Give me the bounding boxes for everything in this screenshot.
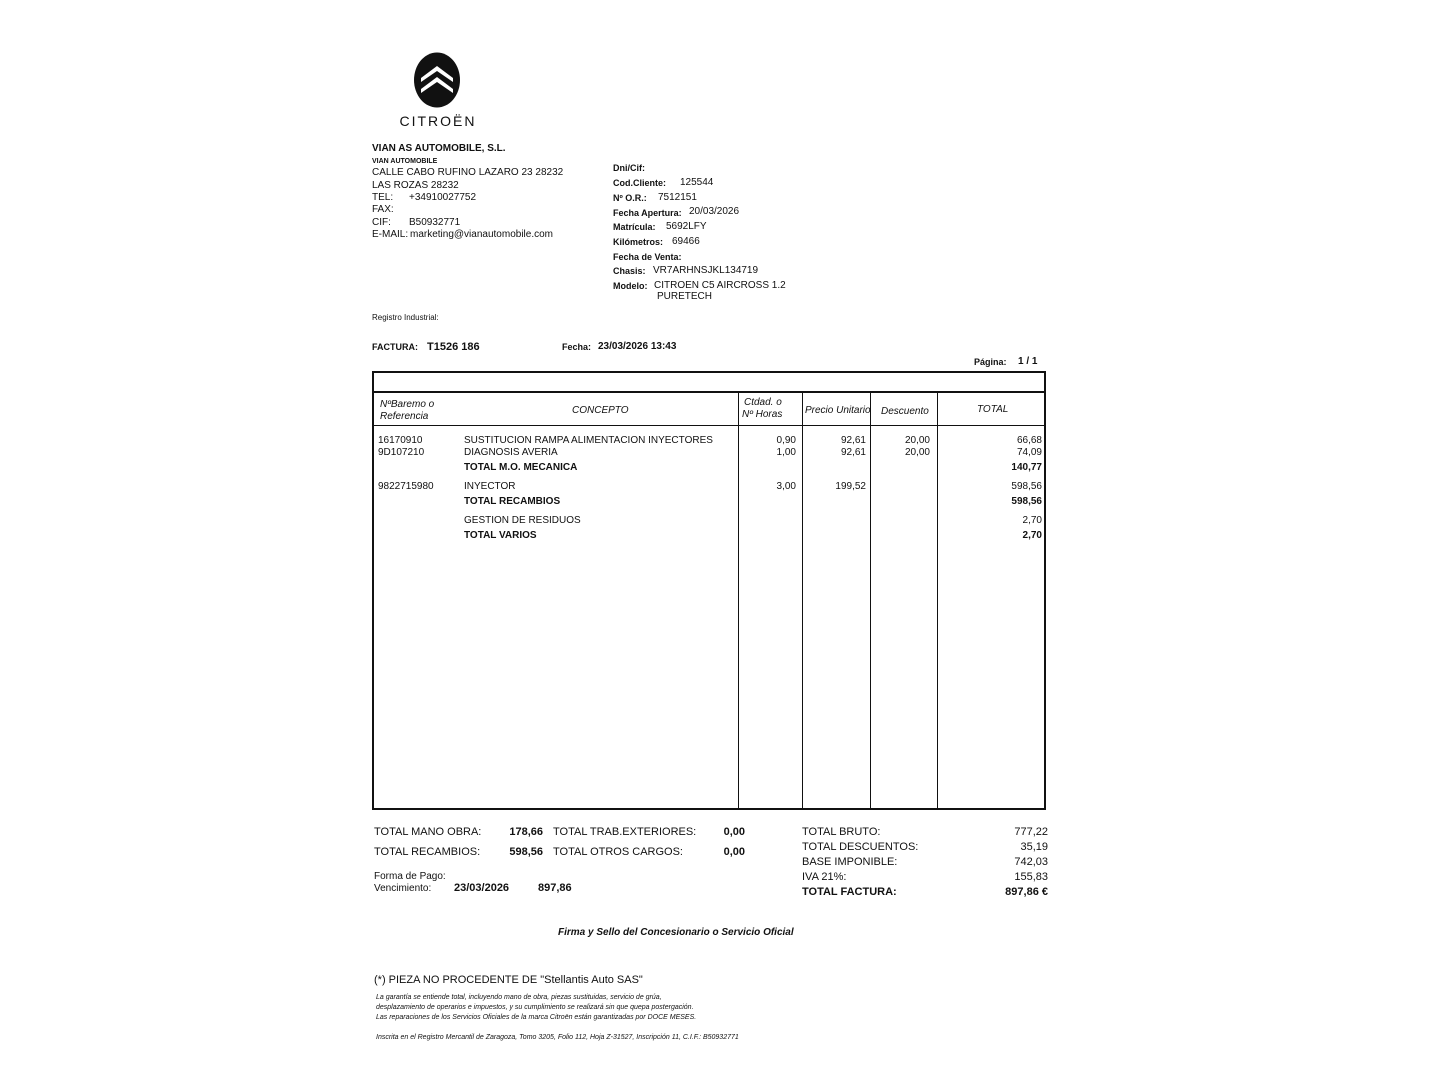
base-imponible-value: 742,03 xyxy=(1014,856,1048,868)
brand-wordmark: CITROËN xyxy=(399,113,477,129)
iva-label: IVA 21%: xyxy=(802,871,847,883)
pagina-label: Página: xyxy=(974,357,1007,367)
cod-cliente-value: 125544 xyxy=(680,177,714,188)
company-tel: +34910027752 xyxy=(409,192,477,203)
row-total: 74,09 xyxy=(1016,447,1042,458)
total-mano-obra-label: TOTAL MANO OBRA: xyxy=(374,826,482,838)
fecha-apertura-value: 20/03/2026 xyxy=(689,206,740,217)
table-row xyxy=(374,529,1044,542)
row-concepto: TOTAL RECAMBIOS xyxy=(464,496,561,507)
vencimiento-label: Vencimiento: xyxy=(374,883,432,894)
row-precio: 92,61 xyxy=(840,435,866,446)
or-value: 7512151 xyxy=(658,192,697,203)
company-address2: LAS ROZAS 28232 xyxy=(372,180,459,191)
table-header-row xyxy=(374,393,1044,426)
iva-value: 155,83 xyxy=(1014,871,1048,883)
total-bruto-value: 777,22 xyxy=(1014,826,1048,838)
table-row xyxy=(374,514,1044,527)
table-row xyxy=(374,446,1044,459)
base-imponible-label: BASE IMPONIBLE: xyxy=(802,856,898,868)
garantia-line1: La garantía se entiende total, incluyendo mano de obra, piezas sustituidas, servicio de grúa, xyxy=(376,994,662,1001)
modelo-value-line2: PURETECH xyxy=(657,291,713,302)
fecha-value: 23/03/2026 13:43 xyxy=(598,341,677,352)
citroen-logo-icon xyxy=(412,51,462,109)
vencimiento-importe: 897,86 xyxy=(538,882,572,894)
matricula-label: Matrícula: xyxy=(613,222,656,232)
company-cif: B50932771 xyxy=(409,217,461,228)
row-total: 2,70 xyxy=(1022,530,1042,541)
chasis-value: VR7ARHNSJKL134719 xyxy=(653,265,759,276)
garantia-line3: Las reparaciones de los Servicios Oficiales de la marca Citroën están garantizadas por DOCE MESES. xyxy=(376,1014,697,1021)
row-descuento: 20,00 xyxy=(904,435,930,446)
row-qty: 1,00 xyxy=(776,447,796,458)
row-precio: 199,52 xyxy=(835,481,866,492)
row-total: 598,56 xyxy=(1011,481,1042,492)
dni-label: Dni/Cif: xyxy=(613,163,645,173)
header-concepto: CONCEPTO xyxy=(572,405,629,416)
row-ref: 16170910 xyxy=(378,435,423,446)
company-email: marketing@vianautomobile.com xyxy=(410,229,553,240)
row-total: 66,68 xyxy=(1016,435,1042,446)
fecha-apertura-label: Fecha Apertura: xyxy=(613,208,682,218)
header-ref-line2: Referencia xyxy=(380,411,429,422)
row-ref: 9D107210 xyxy=(378,447,425,458)
vencimiento-fecha: 23/03/2026 xyxy=(454,882,510,894)
chasis-label: Chasis: xyxy=(613,266,646,276)
row-concepto: TOTAL VARIOS xyxy=(464,530,537,541)
row-total: 140,77 xyxy=(1011,462,1042,473)
invoice-lines-table xyxy=(372,371,1046,810)
row-precio: 92,61 xyxy=(840,447,866,458)
company-cif-label: CIF: xyxy=(372,217,391,228)
header-total: TOTAL xyxy=(977,404,1009,415)
modelo-value-line1: CITROEN C5 AIRCROSS 1.2 xyxy=(654,280,786,291)
header-qty-line2: Nº Horas xyxy=(742,409,783,420)
row-ref: 9822715980 xyxy=(378,481,434,492)
company-fax-label: FAX: xyxy=(372,204,394,215)
fecha-label: Fecha: xyxy=(562,342,592,352)
company-email-label: E-MAIL: xyxy=(372,229,409,240)
total-recambios-value: 598,56 xyxy=(509,846,543,858)
or-label: Nº O.R.: xyxy=(613,193,647,203)
company-address1: CALLE CABO RUFINO LAZARO 23 28232 xyxy=(372,167,564,178)
registro-mercantil: Inscrita en el Registro Mercantil de Zaragoza, Tomo 3205, Folio 112, Hoja Z-31527, Inscripción 11, C.I.F.: B50932771 xyxy=(376,1034,739,1041)
table-row xyxy=(374,495,1044,508)
total-trab-ext-label: TOTAL TRAB.EXTERIORES: xyxy=(553,826,697,838)
factura-number: T1526 186 xyxy=(427,341,480,353)
row-qty: 0,90 xyxy=(776,435,796,446)
row-total: 598,56 xyxy=(1011,496,1042,507)
row-concepto: INYECTOR xyxy=(464,481,516,492)
total-otros-cargos-label: TOTAL OTROS CARGOS: xyxy=(553,846,683,858)
total-factura-value: 897,86 € xyxy=(1005,886,1048,898)
forma-pago-label: Forma de Pago: xyxy=(374,871,446,882)
total-trab-ext-value: 0,00 xyxy=(723,826,745,838)
pagina-value: 1 / 1 xyxy=(1018,356,1038,367)
table-row xyxy=(374,461,1044,474)
kilometros-label: Kilómetros: xyxy=(613,237,664,247)
row-total: 2,70 xyxy=(1022,515,1042,526)
company-subname: VIAN AUTOMOBILE xyxy=(372,158,438,165)
firma-sello: Firma y Sello del Concesionario o Servicio Oficial xyxy=(558,927,794,938)
total-mano-obra-value: 178,66 xyxy=(509,826,543,838)
total-otros-cargos-value: 0,00 xyxy=(723,846,745,858)
row-concepto: DIAGNOSIS AVERIA xyxy=(464,447,558,458)
row-descuento: 20,00 xyxy=(904,447,930,458)
header-qty-line1: Ctdad. o xyxy=(744,397,782,408)
registro-industrial: Registro Industrial: xyxy=(372,313,439,322)
company-name: VIAN AS AUTOMOBILE, S.L. xyxy=(372,143,506,154)
total-recambios-label: TOTAL RECAMBIOS: xyxy=(374,846,481,858)
row-concepto: TOTAL M.O. MECANICA xyxy=(464,462,578,473)
cod-cliente-label: Cod.Cliente: xyxy=(613,178,666,188)
fecha-venta-label: Fecha de Venta: xyxy=(613,252,682,262)
pieza-note: (*) PIEZA NO PROCEDENTE DE "Stellantis Auto SAS" xyxy=(374,974,643,986)
header-precio: Precio Unitario xyxy=(805,405,871,416)
row-qty: 3,00 xyxy=(776,481,796,492)
total-factura-label: TOTAL FACTURA: xyxy=(802,886,897,898)
table-row xyxy=(374,480,1044,493)
total-bruto-label: TOTAL BRUTO: xyxy=(802,826,881,838)
header-ref-line1: NºBaremo o xyxy=(380,399,435,410)
factura-label: FACTURA: xyxy=(372,342,418,352)
row-concepto: SUSTITUCION RAMPA ALIMENTACION INYECTORES xyxy=(464,435,713,446)
total-descuentos-value: 35,19 xyxy=(1020,841,1048,853)
modelo-label: Modelo: xyxy=(613,281,648,291)
table-top-bar xyxy=(374,373,1044,393)
matricula-value: 5692LFY xyxy=(666,221,707,232)
header-descuento: Descuento xyxy=(881,406,929,417)
row-concepto: GESTION DE RESIDUOS xyxy=(464,515,581,526)
garantia-line2: desplazamiento de operarios e impuestos, y su cumplimiento se realizará sin que quepa postergación. xyxy=(376,1004,694,1011)
kilometros-value: 69466 xyxy=(672,236,700,247)
total-descuentos-label: TOTAL DESCUENTOS: xyxy=(802,841,919,853)
company-tel-label: TEL: xyxy=(372,192,394,203)
